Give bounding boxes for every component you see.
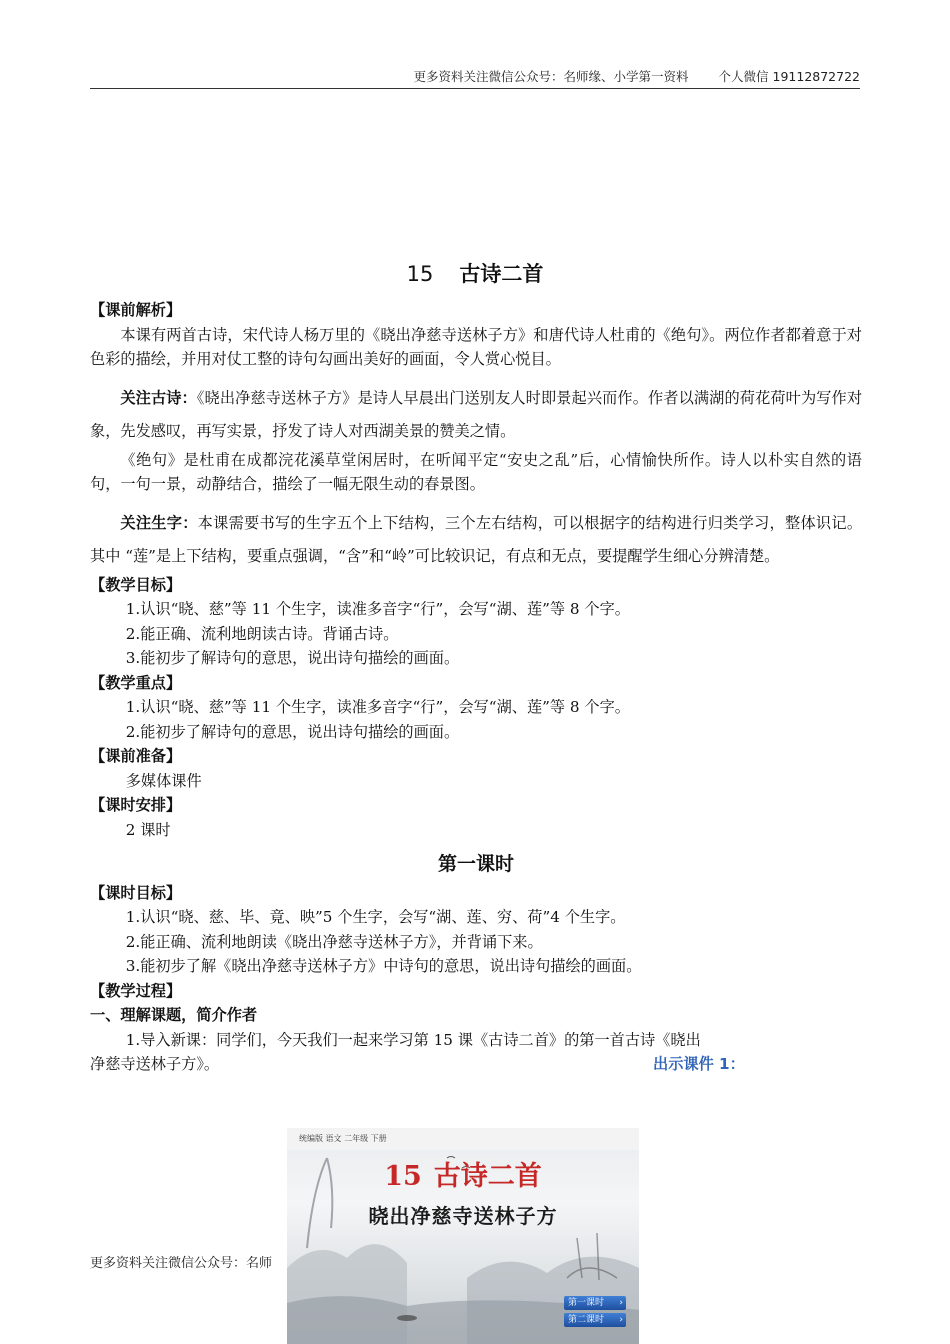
prep-heading: 【课前准备】 — [90, 747, 182, 765]
slide-title — [287, 1154, 639, 1193]
prep-text: 多媒体课件 — [125, 771, 202, 790]
focus-poem-paragraph-2: 《绝句》是杜甫在成都浣花溪草堂闲居时，在听闻平定“安史之乱”后，心情愉快所作。诗人以朴实自然的语句，一句一景，动静结合，描绘了一幅无限生动的春景图。 — [90, 450, 862, 493]
slide-top-bar: 统编版 语文 二年级 下册 — [287, 1128, 639, 1150]
goal-item: 3.能初步了解诗句的意思，说出诗句描绘的画面。 — [125, 649, 460, 667]
analysis-paragraph: 本课有两首古诗，宋代诗人杨万里的《晓出净慈寺送林子方》和唐代诗人杜甫的《绝句》。两位作者都着意于对色彩的描绘，并用对仗工整的诗句勾画出美好的画面，令人赏心悦目。 — [90, 325, 862, 368]
chevron-right-icon: › — [619, 1298, 623, 1308]
schedule-heading: 【课时安排】 — [90, 796, 182, 814]
lesson1-goal-item: 3.能初步了解《晓出净慈寺送林子方》中诗句的意思，说出诗句描绘的画面。 — [125, 957, 642, 975]
header-left-text: 更多资料关注微信公众号：名师缘、小学第一资料 — [413, 69, 689, 84]
focus-chars-text: 本课需要书写的生字五个上下结构，三个左右结构，可以根据字的结构进行归类学习，整体识记。其中 “莲”是上下结构，要重点强调，“含”和“岭”可比较识记，有点和无点，要提醒学生细心分辨清楚。 — [90, 513, 863, 565]
goal-item: 1.认识“晓、慈”等 11 个生字，读准多音字“行”，会写“湖、莲”等 8 个字。 — [125, 600, 630, 618]
goal-item: 2.能正确、流利地朗读古诗。背诵古诗。 — [125, 624, 399, 643]
courseware-label: 出示课件 1： — [653, 1055, 745, 1073]
schedule-text: 2 课时 — [125, 820, 171, 839]
lesson-title: 古诗二首 — [459, 262, 544, 286]
document-body — [90, 298, 862, 1077]
step1-heading: 一、理解课题，简介作者 — [90, 1006, 258, 1024]
header-right-text: 个人微信 19112872722 — [718, 69, 860, 84]
step1-paragraph: 1.导入新课：同学们，今天我们一起来学习第 15 课《古诗二首》的第一首古诗《晓出 — [125, 1030, 701, 1049]
focus-poem-text: 《晓出净慈寺送林子方》是诗人早晨出门送别友人时即景起兴而作。作者以满湖的荷花荷叶为写作对象，先发感叹，再写实景，抒发了诗人对西湖美景的赞美之情。 — [90, 388, 863, 440]
lesson1-title: 第一课时 — [437, 853, 514, 875]
lesson1-goals-heading: 【课时目标】 — [90, 883, 182, 902]
lesson-number: 15 — [406, 262, 434, 286]
chevron-right-icon: › — [619, 1315, 623, 1325]
lesson1-goal-item: 1.认识“晓、慈、毕、竟、映”5 个生字，会写“湖、莲、穷、荷”4 个生字。 — [125, 908, 626, 926]
focus-item: 1.认识“晓、慈”等 11 个生字，读准多音字“行”，会写“湖、莲”等 8 个字。 — [125, 698, 630, 716]
step1-paragraph-end: 净慈寺送林子方》。 — [90, 1055, 220, 1073]
focus-chars-label: 关注生字： — [120, 513, 198, 532]
slide-title-text: 古诗二首 — [433, 1161, 542, 1192]
slide-button-label: 第二课时 — [568, 1315, 605, 1325]
focus-chars-paragraph — [90, 507, 862, 573]
slide-lesson2-button — [564, 1313, 626, 1327]
page-title — [0, 258, 950, 288]
page-footer: 更多资料关注微信公众号：名师 — [90, 1256, 273, 1271]
page-header — [90, 66, 860, 89]
focus-heading: 【教学重点】 — [90, 673, 182, 692]
analysis-heading: 【课前解析】 — [90, 301, 182, 319]
goals-heading: 【教学目标】 — [90, 575, 182, 594]
focus-item: 2.能初步了解诗句的意思，说出诗句描绘的画面。 — [125, 722, 460, 741]
lesson1-goal-item: 2.能正确、流利地朗读《晓出净慈寺送林子方》，并背诵下来。 — [125, 932, 543, 951]
slide-button-label: 第一课时 — [568, 1298, 605, 1308]
slide-lesson1-button — [564, 1296, 626, 1310]
focus-poem-label: 关注古诗： — [120, 388, 197, 407]
focus-poem-paragraph — [90, 382, 862, 448]
courseware-slide-image — [287, 1128, 639, 1344]
process-heading: 【教学过程】 — [90, 981, 182, 1000]
slide-number: 15 — [384, 1161, 422, 1192]
step1-continuation — [90, 1052, 862, 1077]
slide-subtitle: 晓出净慈寺送林子方 — [368, 1204, 558, 1228]
